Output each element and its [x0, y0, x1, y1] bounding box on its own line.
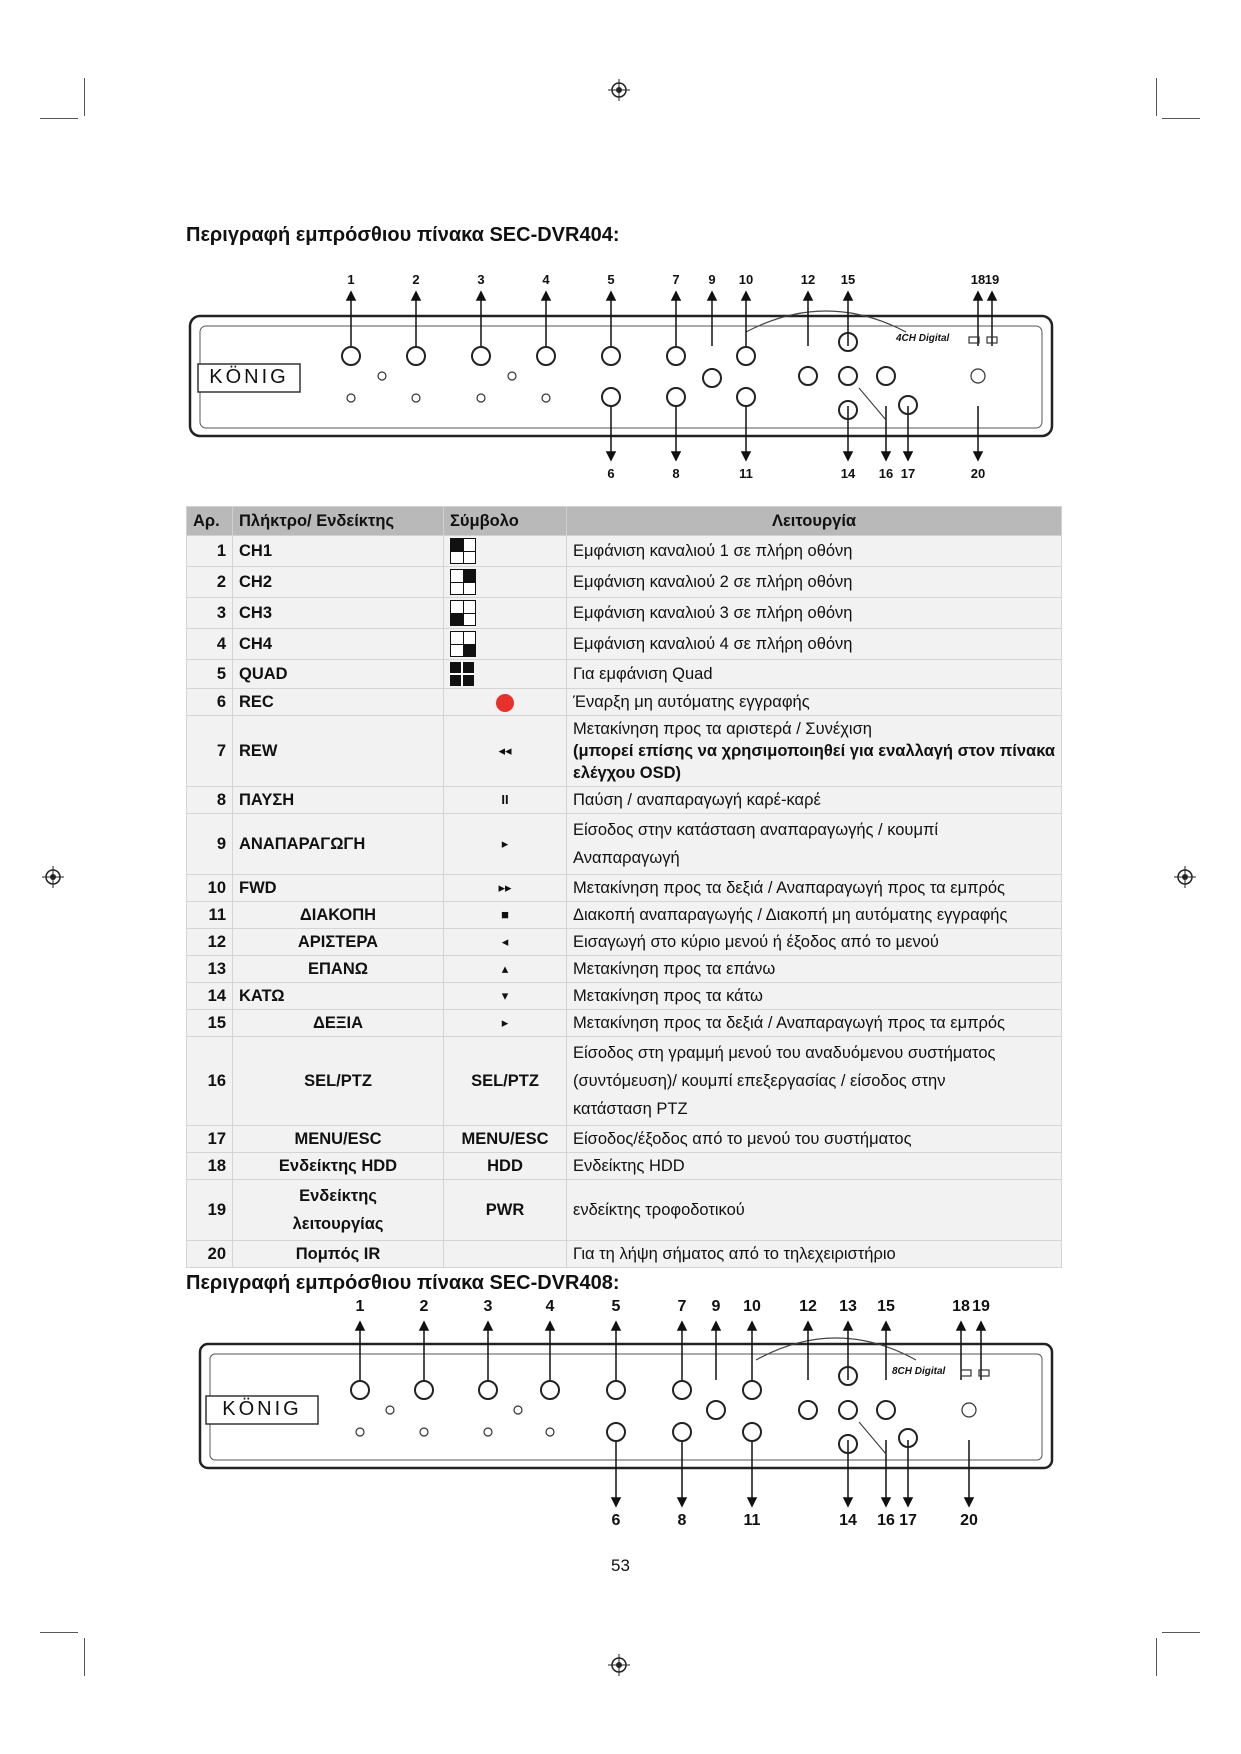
- row-function: Εμφάνιση καναλιού 4 σε πλήρη οθόνη: [567, 629, 1062, 660]
- callout-number: 17: [899, 1512, 917, 1529]
- arrow-left-icon: ◂: [444, 929, 567, 956]
- row-function: Μετακίνηση προς τα δεξιά / Αναπαραγωγή προς τα εμπρός: [567, 875, 1062, 902]
- arrow-down-icon: ▾: [444, 983, 567, 1010]
- row-key-line: Ενδείκτης: [299, 1187, 377, 1205]
- row-function-line: Είσοδος στη γραμμή μενού του αναδυόμενου συστήματος: [573, 1044, 996, 1062]
- table-row: [187, 956, 1062, 983]
- row-key: Ενδείκτης HDD: [233, 1153, 444, 1180]
- quad-all-icon: [450, 662, 474, 686]
- callout-number: 16: [878, 466, 894, 481]
- row-key: [233, 1180, 444, 1241]
- callout-number: 5: [611, 1298, 621, 1315]
- crop-mark: [40, 118, 78, 119]
- row-function: Εισαγωγή στο κύριο μενού ή έξοδος από το μενού: [567, 929, 1062, 956]
- arrow-head-icon: [844, 1498, 852, 1506]
- model-badge: 4CH Digital: [896, 333, 950, 344]
- table-row: [187, 983, 1062, 1010]
- row-key: ΔΙΑΚΟΠΗ: [233, 902, 444, 929]
- table-row: [187, 567, 1062, 598]
- arrow-head-icon: [748, 1322, 756, 1330]
- row-function-line: Είσοδος στην κατάσταση αναπαραγωγής / κουμπί: [573, 821, 939, 839]
- registration-mark-icon: [42, 866, 64, 888]
- row-symbol: PWR: [444, 1180, 567, 1241]
- table-row: [187, 929, 1062, 956]
- callout-number: 16: [877, 1512, 895, 1529]
- row-number: 20: [187, 1241, 233, 1268]
- row-function: Για εμφάνιση Quad: [567, 660, 1062, 689]
- row-key: FWD: [233, 875, 444, 902]
- row-function: Εμφάνιση καναλιού 1 σε πλήρη οθόνη: [567, 536, 1062, 567]
- arrow-head-icon: [546, 1322, 554, 1330]
- front-panel-dvr404-diagram: [186, 270, 1056, 488]
- arrow-head-icon: [882, 1322, 890, 1330]
- arrow-head-icon: [804, 1322, 812, 1330]
- arrow-head-icon: [607, 452, 615, 460]
- arrow-head-icon: [957, 1322, 965, 1330]
- arrow-right-icon: ▸: [444, 1010, 567, 1037]
- arrow-head-icon: [712, 1322, 720, 1330]
- model-badge: 8CH Digital: [892, 1366, 946, 1377]
- row-function: Μετακίνηση προς τα κάτω: [567, 983, 1062, 1010]
- row-key: CH4: [233, 629, 444, 660]
- arrow-head-icon: [708, 292, 716, 300]
- crop-mark: [40, 1632, 78, 1633]
- row-function: Είσοδος/έξοδος από το μενού του συστήματος: [567, 1126, 1062, 1153]
- row-number: 6: [187, 689, 233, 716]
- row-key: Πομπός IR: [233, 1241, 444, 1268]
- row-symbol: HDD: [444, 1153, 567, 1180]
- function-table: [186, 506, 1062, 1268]
- col-header-no: Αρ.: [187, 507, 233, 536]
- row-number: 14: [187, 983, 233, 1010]
- table-row: [187, 536, 1062, 567]
- callout-number: 4: [545, 1298, 555, 1315]
- callout-number: 1: [347, 272, 355, 287]
- row-symbol: SEL/PTZ: [444, 1037, 567, 1126]
- arrow-head-icon: [484, 1322, 492, 1330]
- row-number: 9: [187, 814, 233, 875]
- table-row: [187, 1241, 1062, 1268]
- callout-number: 10: [743, 1298, 761, 1315]
- row-number: 16: [187, 1037, 233, 1126]
- callout-number: 11: [743, 1512, 761, 1529]
- callout-number: 18: [970, 272, 986, 287]
- row-function: Μετακίνηση προς τα επάνω: [567, 956, 1062, 983]
- arrow-up-icon: ▴: [444, 956, 567, 983]
- stop-icon: ■: [444, 902, 567, 929]
- row-number: 4: [187, 629, 233, 660]
- row-key: SEL/PTZ: [233, 1037, 444, 1126]
- row-key: CH3: [233, 598, 444, 629]
- row-number: 2: [187, 567, 233, 598]
- row-number: 18: [187, 1153, 233, 1180]
- registration-mark-icon: [608, 79, 630, 101]
- callout-number: 20: [970, 466, 986, 481]
- row-key: REC: [233, 689, 444, 716]
- row-key-line: λειτουργίας: [292, 1215, 384, 1233]
- row-key: ΑΡΙΣΤΕΡΑ: [233, 929, 444, 956]
- arrow-head-icon: [347, 292, 355, 300]
- callout-number: 3: [483, 1298, 493, 1315]
- row-number: 12: [187, 929, 233, 956]
- arrow-head-icon: [742, 452, 750, 460]
- callout-number: 2: [412, 272, 420, 287]
- section-title-dvr404: Περιγραφή εμπρόσθιου πίνακα SEC-DVR404:: [186, 224, 620, 246]
- row-number: 5: [187, 660, 233, 689]
- arrow-head-icon: [672, 292, 680, 300]
- row-function: Για τη λήψη σήματος από το τηλεχειριστήριο: [567, 1241, 1062, 1268]
- arrow-head-icon: [882, 1498, 890, 1506]
- arrow-head-icon: [974, 292, 982, 300]
- row-key: ΔΕΞΙΑ: [233, 1010, 444, 1037]
- quad-ch1-icon: [450, 538, 476, 564]
- callout-number: 13: [839, 1298, 857, 1315]
- col-header-symbol: Σύμβολο: [444, 507, 567, 536]
- arrow-head-icon: [804, 292, 812, 300]
- page-number: 53: [611, 1556, 630, 1575]
- row-function-line: (συντόμευση)/ κουμπί επεξεργασίας / είσοδος στην: [573, 1072, 946, 1090]
- crop-mark: [84, 78, 85, 116]
- row-function-line: Μετακίνηση προς τα αριστερά / Συνέχιση: [573, 720, 872, 738]
- row-key: ΕΠΑΝΩ: [233, 956, 444, 983]
- quad-ch2-icon: [450, 569, 476, 595]
- row-key: ΑΝΑΠΑΡΑΓΩΓΗ: [233, 814, 444, 875]
- callout-number: 20: [960, 1512, 978, 1529]
- record-dot-icon: [496, 694, 514, 712]
- table-row: [187, 902, 1062, 929]
- callout-number: 4: [542, 272, 550, 287]
- rewind-icon: ◂◂: [444, 716, 567, 787]
- registration-mark-icon: [1174, 866, 1196, 888]
- row-function: Διακοπή αναπαραγωγής / Διακοπή μη αυτόματης εγγραφής: [567, 902, 1062, 929]
- arrow-head-icon: [844, 452, 852, 460]
- arrow-head-icon: [678, 1322, 686, 1330]
- arrow-head-icon: [412, 292, 420, 300]
- callout-number: 7: [677, 1298, 687, 1315]
- row-function-line: κατάσταση PTZ: [573, 1100, 688, 1118]
- callout-number: 1: [355, 1298, 365, 1315]
- arrow-head-icon: [988, 292, 996, 300]
- crop-mark: [1162, 1632, 1200, 1633]
- table-row: [187, 689, 1062, 716]
- row-key: CH2: [233, 567, 444, 598]
- row-key: ΚΑΤΩ: [233, 983, 444, 1010]
- arrow-head-icon: [844, 1322, 852, 1330]
- row-key: REW: [233, 716, 444, 787]
- callout-number: 15: [840, 272, 856, 287]
- row-number: 10: [187, 875, 233, 902]
- callout-number: 6: [611, 1512, 621, 1529]
- callout-number: 8: [677, 1512, 687, 1529]
- arrow-head-icon: [356, 1322, 364, 1330]
- row-number: 17: [187, 1126, 233, 1153]
- fast-forward-icon: ▸▸: [444, 875, 567, 902]
- arrow-head-icon: [904, 452, 912, 460]
- row-number: 3: [187, 598, 233, 629]
- callout-number: 14: [840, 466, 856, 481]
- arrow-head-icon: [612, 1498, 620, 1506]
- front-panel-dvr408-diagram: [196, 1298, 1056, 1534]
- callout-number: 2: [419, 1298, 429, 1315]
- row-key: QUAD: [233, 660, 444, 689]
- crop-mark: [1162, 118, 1200, 119]
- pause-icon: II: [444, 787, 567, 814]
- row-number: 13: [187, 956, 233, 983]
- table-row: [187, 660, 1062, 689]
- callout-number: 14: [839, 1512, 857, 1529]
- arrow-head-icon: [974, 452, 982, 460]
- table-row: [187, 629, 1062, 660]
- callout-number: 9: [711, 1298, 721, 1315]
- arrow-head-icon: [977, 1322, 985, 1330]
- col-header-key: Πλήκτρο/ Ενδείκτης: [233, 507, 444, 536]
- table-row: [187, 1037, 1062, 1126]
- table-row: [187, 1126, 1062, 1153]
- callout-number: 3: [477, 272, 485, 287]
- row-number: 7: [187, 716, 233, 787]
- row-symbol: [444, 1241, 567, 1268]
- play-icon: ▸: [444, 814, 567, 875]
- callout-number: 6: [607, 466, 615, 481]
- row-function-line: (μπορεί επίσης να χρησιμοποιηθεί για εναλλαγή στον πίνακα ελέγχου OSD): [573, 742, 1055, 782]
- row-key: ΠΑΥΣΗ: [233, 787, 444, 814]
- registration-mark-icon: [608, 1654, 630, 1676]
- row-key: CH1: [233, 536, 444, 567]
- row-function: Μετακίνηση προς τα δεξιά / Αναπαραγωγή προς τα εμπρός: [567, 1010, 1062, 1037]
- crop-mark: [1156, 1638, 1157, 1676]
- quad-ch4-icon: [450, 631, 476, 657]
- row-number: 15: [187, 1010, 233, 1037]
- table-row: [187, 875, 1062, 902]
- table-row: [187, 716, 1062, 787]
- arrow-head-icon: [742, 292, 750, 300]
- row-number: 8: [187, 787, 233, 814]
- brand-logo: KÖNIG: [222, 1398, 302, 1420]
- callout-number: 11: [739, 466, 753, 481]
- arrow-head-icon: [965, 1498, 973, 1506]
- row-key: MENU/ESC: [233, 1126, 444, 1153]
- crop-mark: [84, 1638, 85, 1676]
- callout-number: 18: [952, 1298, 970, 1315]
- row-function: ενδείκτης τροφοδοτικού: [567, 1180, 1062, 1241]
- row-function: Παύση / αναπαραγωγή καρέ-καρέ: [567, 787, 1062, 814]
- arrow-head-icon: [678, 1498, 686, 1506]
- row-function-line: Αναπαραγωγή: [573, 849, 680, 867]
- callout-number: 19: [972, 1298, 990, 1315]
- arrow-head-icon: [612, 1322, 620, 1330]
- row-function: Έναρξη μη αυτόματης εγγραφής: [567, 689, 1062, 716]
- table-row: [187, 814, 1062, 875]
- callout-number: 17: [900, 466, 916, 481]
- table-row: [187, 598, 1062, 629]
- arrow-head-icon: [904, 1498, 912, 1506]
- row-number: 1: [187, 536, 233, 567]
- arrow-head-icon: [882, 452, 890, 460]
- row-number: 19: [187, 1180, 233, 1241]
- table-row: [187, 787, 1062, 814]
- brand-logo: KÖNIG: [209, 366, 289, 388]
- arrow-head-icon: [542, 292, 550, 300]
- arrow-head-icon: [607, 292, 615, 300]
- row-function: [567, 1037, 1062, 1126]
- row-function: Εμφάνιση καναλιού 2 σε πλήρη οθόνη: [567, 567, 1062, 598]
- table-row: [187, 1010, 1062, 1037]
- callout-number: 7: [672, 272, 680, 287]
- row-function: Ενδείκτης HDD: [567, 1153, 1062, 1180]
- callout-number: 5: [607, 272, 615, 287]
- row-function: [567, 716, 1062, 787]
- callout-number: 12: [799, 1298, 817, 1315]
- callout-number: 15: [877, 1298, 895, 1315]
- callout-number: 10: [738, 272, 754, 287]
- col-header-function: Λειτουργία: [567, 507, 1062, 536]
- arrow-head-icon: [844, 292, 852, 300]
- row-number: 11: [187, 902, 233, 929]
- arrow-head-icon: [420, 1322, 428, 1330]
- row-symbol: MENU/ESC: [444, 1126, 567, 1153]
- arrow-head-icon: [477, 292, 485, 300]
- section-title-dvr408: Περιγραφή εμπρόσθιου πίνακα SEC-DVR408:: [186, 1272, 620, 1294]
- quad-ch3-icon: [450, 600, 476, 626]
- crop-mark: [1156, 78, 1157, 116]
- callout-number: 9: [708, 272, 716, 287]
- callout-number: 12: [800, 272, 816, 287]
- row-function: [567, 814, 1062, 875]
- table-row: [187, 1153, 1062, 1180]
- table-row: [187, 1180, 1062, 1241]
- row-function: Εμφάνιση καναλιού 3 σε πλήρη οθόνη: [567, 598, 1062, 629]
- arrow-head-icon: [672, 452, 680, 460]
- callout-number: 19: [984, 272, 1000, 287]
- callout-number: 8: [672, 466, 680, 481]
- arrow-head-icon: [748, 1498, 756, 1506]
